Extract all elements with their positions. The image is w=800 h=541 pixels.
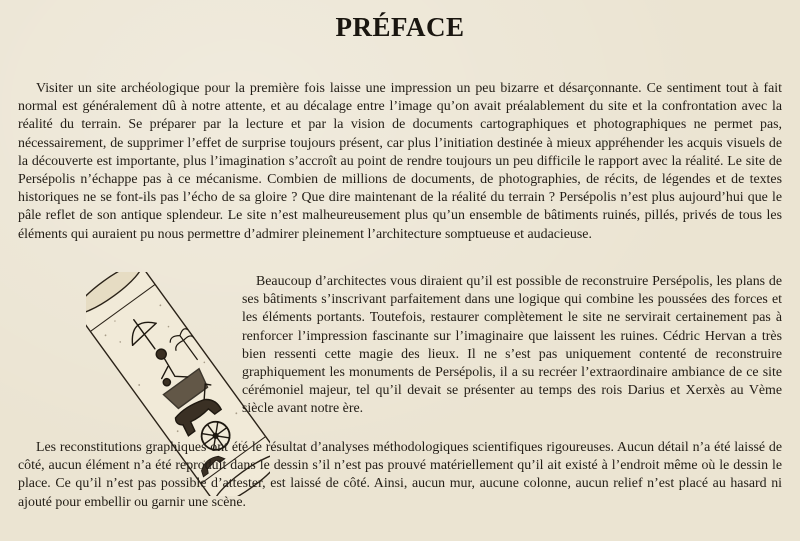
page-title: PRÉFACE (335, 12, 465, 42)
paragraph-architects: Beaucoup d’architectes vous diraient qu’il est possible de reconstruire Persépolis, les plans de ses bâtiments s’inscrivant parfaitement dans une logique qui combine les poussées des forces et les éléments portants. Toutefois, restaurer complètement le site ne servirait certainement pas à renforcer l’impression fascinante sur l’imaginaire que laissent les ruines. Cédric Hervan a très bien ressenti cette magie des lieux. Il ne s’est pas uniquement contenté de reconstruire graphiquement les monuments de Persépolis, il a su recréer l’extraordinaire ambiance de ce site cérémoniel majeur, tel qu’il devait se présenter au temps des rois Darius et Xerxès au Vème siècle avant notre ère. (242, 274, 782, 417)
paragraph-reconstructions: Les reconstitutions graphiques ont été le résultat d’analyses méthodologiques scientifiques rigoureuses. Aucun détail n’a été laissé de côté, aucun élément n’a été reproduit dans le dessin s’il n’est pas prouvé matériellement qu’il ait existé à l’endroit même où le dessin le place. Ce qu’il n’est pas possible d’attester, est laissé de côté. Ainsi, aucun mur, aucune colonne, aucun relief n’est placé au hasard ni ajouté pour embellir ou garnir une scène. (18, 440, 782, 510)
paragraph-intro: Visiter un site archéologique pour la première fois laisse une impression un peu bizarre et désarçonnante. Ce sentiment tout à fait normal est généralement dû à notre attente, et au décalage entre l’image qu’on avait préalablement du site et la confrontation avec la réalité du terrain. Se préparer par la lecture et par la vision de documents cartographiques et photographiques ne permet pas, nécessairement, de supprimer l’effet de surprise toujours présent, car plus l’initiation destinée à mieux appréhender les acquis visuels de la découverte est importante, plus l’imagination s’accroît au point de rendre toujours un peu difficile le rapport avec la réalité. Le site de Persépolis n’échappe pas à ce mécanisme. Combien de millions de documents, de photographies, de récits, de légendes et de textes historiques ne se font-ils pas l’écho de sa gloire ? Que dire maintenant de la réalité du terrain ? Persépolis n’est plus aujourd’hui que le pâle reflet de son antique splendeur. Le site n’est malheureusement plus qu’un ensemble de bâtiments ruinés, pillés, privés de tous les éléments qui auraient pu nous permettre d’admirer pleinement l’architecture somptueuse et audacieuse. (18, 81, 782, 242)
